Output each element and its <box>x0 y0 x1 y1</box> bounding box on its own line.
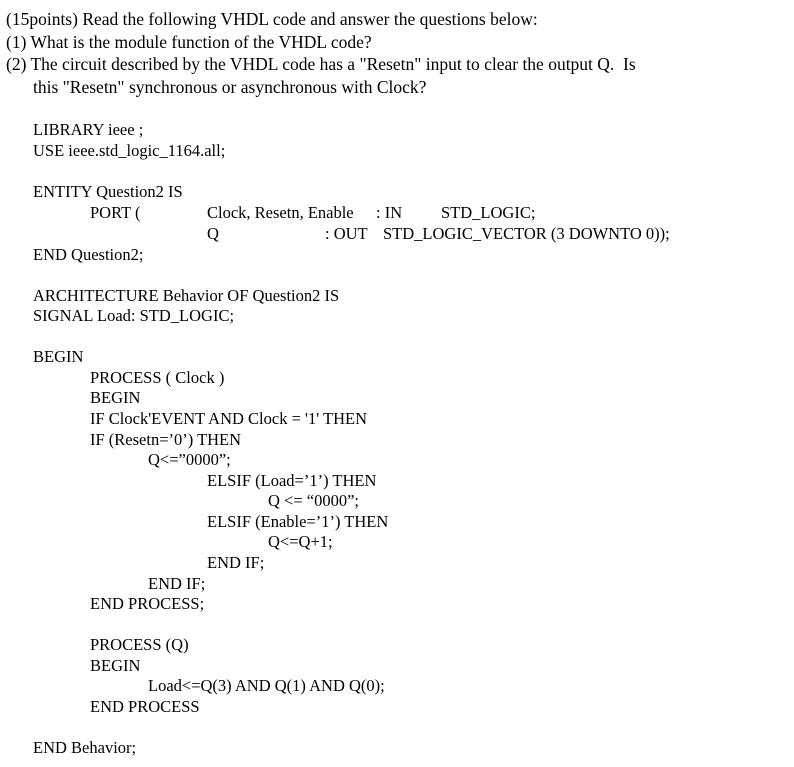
code-end-if-inner: END IF; <box>207 553 265 572</box>
question-1: (1) What is the module function of the VHDL code? <box>6 32 372 52</box>
code-if-resetn: IF (Resetn=’0’) THEN <box>90 430 242 449</box>
code-process-2-begin: BEGIN <box>90 656 141 675</box>
code-signal: SIGNAL Load: STD_LOGIC; <box>33 306 235 325</box>
code-port2-type: STD_LOGIC_VECTOR (3 DOWNTO 0)); <box>383 224 670 243</box>
code-port2-mode: : OUT <box>325 224 368 243</box>
code-library: LIBRARY ieee ; <box>33 120 144 139</box>
code-end-behavior: END Behavior; <box>33 738 137 757</box>
code-elsif-load: ELSIF (Load=’1’) THEN <box>207 471 377 490</box>
code-process-1: PROCESS ( Clock ) <box>90 368 225 387</box>
code-begin: BEGIN <box>33 347 84 366</box>
code-end-process-2: END PROCESS <box>90 697 200 716</box>
code-end-process-1: END PROCESS; <box>90 594 205 613</box>
code-end-if-outer: END IF; <box>148 574 206 593</box>
code-if-clock: IF Clock'EVENT AND Clock = '1' THEN <box>90 409 368 428</box>
code-assign-zero-2: Q <= “0000”; <box>268 491 360 510</box>
code-process-1-begin: BEGIN <box>90 388 141 407</box>
code-port2-names: Q <box>207 224 219 243</box>
code-elsif-enable: ELSIF (Enable=’1’) THEN <box>207 512 389 531</box>
code-use: USE ieee.std_logic_1164.all; <box>33 141 226 160</box>
code-assign-increment: Q<=Q+1; <box>268 532 333 551</box>
question-2-line-2: this "Resetn" synchronous or asynchronous with Clock? <box>33 77 427 97</box>
code-load-assign: Load<=Q(3) AND Q(1) AND Q(0); <box>148 676 385 695</box>
question-header: (15points) Read the following VHDL code and answer the questions below: <box>6 9 538 29</box>
code-port-keyword: PORT ( <box>90 203 141 222</box>
code-assign-zero-1: Q<=”0000”; <box>148 450 231 469</box>
code-architecture: ARCHITECTURE Behavior OF Question2 IS <box>33 286 340 305</box>
question-2-line-1: (2) The circuit described by the VHDL code has a "Resetn" input to clear the output Q. Is <box>6 54 636 74</box>
code-port1-mode: : IN <box>376 203 403 222</box>
code-end-entity: END Question2; <box>33 245 144 264</box>
code-entity: ENTITY Question2 IS <box>33 182 183 201</box>
code-port1-names: Clock, Resetn, Enable <box>207 203 354 222</box>
code-port1-type: STD_LOGIC; <box>441 203 536 222</box>
code-process-2: PROCESS (Q) <box>90 635 189 654</box>
